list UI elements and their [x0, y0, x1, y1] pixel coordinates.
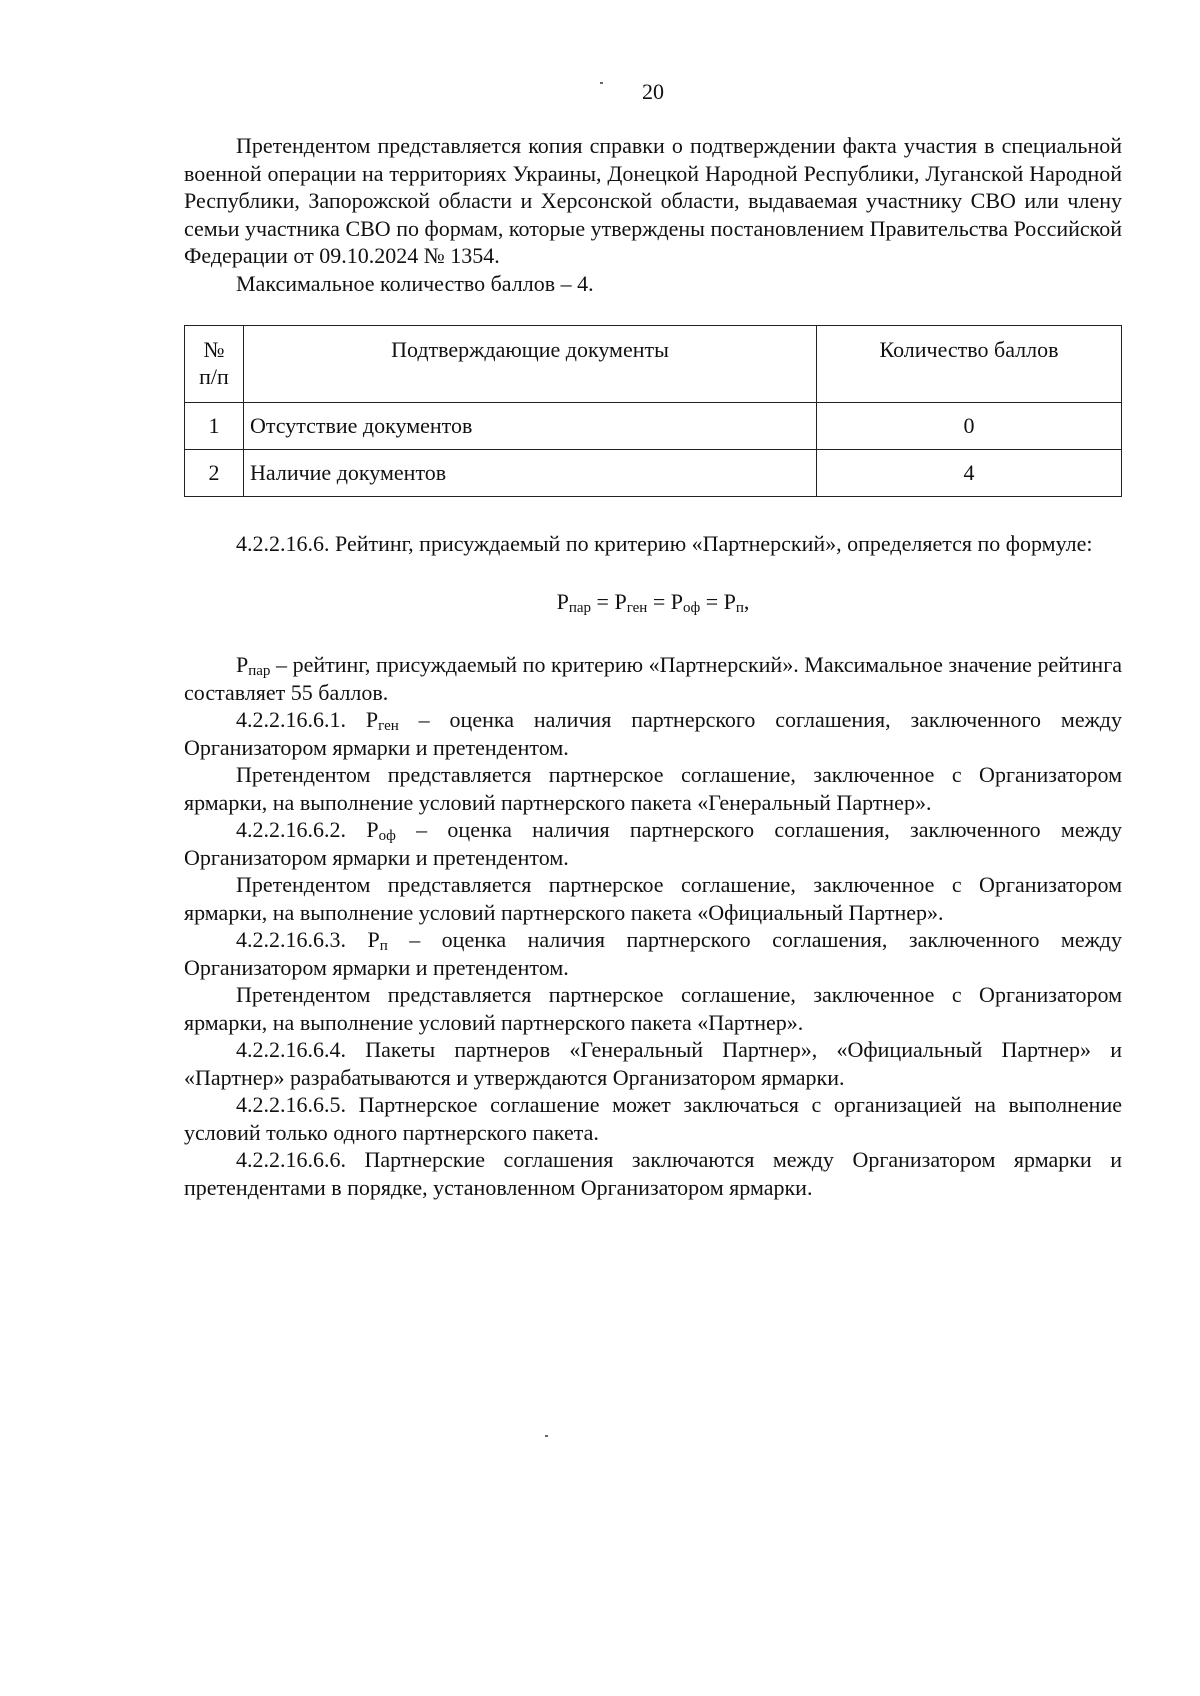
header-number-line1: №: [203, 337, 225, 362]
row-document: Отсутствие документов: [244, 403, 817, 450]
row-document: Наличие документов: [244, 450, 817, 497]
intro-block: [184, 132, 1122, 297]
documents-score-table: [184, 325, 1122, 497]
table-row: [185, 450, 1122, 497]
header-number: [185, 326, 244, 403]
table-row: [185, 403, 1122, 450]
item-partner-detail: Претендентом представляется партнерское соглашение, заключенное с Организатором ярмарки, на выполнение условий партнерского пакета «Партнер».: [184, 982, 1122, 1035]
section-intro: 4.2.2.16.6. Рейтинг, присуждаемый по критерию «Партнерский», определяется по формуле:: [236, 531, 1093, 556]
item-official-partner-detail: Претендентом представляется партнерское соглашение, заключенное с Организатором ярмарки, на выполнение условий партнерского пакета «Официальный Партнер».: [184, 872, 1122, 925]
closing-paragraph-single-package: 4.2.2.16.6.5. Партнерское соглашение может заключаться с организацией на выполнение условий только одного партнерского пакета.: [184, 1092, 1122, 1145]
closing-paragraph-packages: 4.2.2.16.6.4. Пакеты партнеров «Генеральный Партнер», «Официальный Партнер» и «Партнер» разрабатываются и утверждаются Организатором ярмарки.: [184, 1037, 1122, 1090]
row-score: 4: [817, 450, 1122, 497]
row-score: 0: [817, 403, 1122, 450]
intro-paragraph: Претендентом представляется копия справки о подтверждении факта участия в специальной военной операции на территориях Украины, Донецкой Народной Республики, Луганской Народной Республики, Запорожской области и Херсонской области, выдаваемая участнику СВО или члену семьи участника СВО по формам, которые утверждены постановлением Правительства Российской Федерации от 09.10.2024 № 1354.: [184, 133, 1122, 268]
header-score: Количество баллов: [817, 326, 1122, 403]
partner-criterion-section: [184, 530, 1122, 1201]
page-number: 20: [642, 79, 664, 104]
item-general-partner-detail: Претендентом представляется партнерское соглашение, заключенное с Организатором ярмарки, на выполнение условий партнерского пакета «Генеральный Партнер».: [184, 762, 1122, 815]
closing-paragraph-agreements: 4.2.2.16.6.6. Партнерские соглашения заключаются между Организатором ярмарки и претендентами в порядке, установленном Организатором ярмарки.: [184, 1147, 1122, 1200]
header-documents: Подтверждающие документы: [244, 326, 817, 403]
scan-speck-bottom: [545, 1435, 548, 1437]
item-general-partner: 4.2.2.16.6.1. $Р_{ген}$ – оценка наличия партнерского соглашения, заключенного между Организатором ярмарки и претендентом.: [184, 707, 1122, 760]
item-official-partner: 4.2.2.16.6.2. $Р_{оф}$ – оценка наличия партнерского соглашения, заключенного между Организатором ярмарки и претендентом.: [184, 817, 1122, 870]
row-number: 2: [185, 450, 244, 497]
rating-definition: $Р_{пар}$ – рейтинг, присуждаемый по критерию «Партнерский». Максимальное значение рейтинга составляет 55 баллов.: [184, 652, 1122, 705]
max-score-line: Максимальное количество баллов – 4.: [236, 270, 594, 296]
table-header-row: [185, 326, 1122, 403]
header-number-line2: п/п: [199, 364, 229, 389]
rating-formula: $Р_{пар} = Р_{ген} = Р_{оф} = Р_п$,: [556, 588, 750, 616]
row-number: 1: [185, 403, 244, 450]
item-partner: 4.2.2.16.6.3. $Р_п$ – оценка наличия партнерского соглашения, заключенного между Организатором ярмарки и претендентом.: [184, 927, 1122, 980]
